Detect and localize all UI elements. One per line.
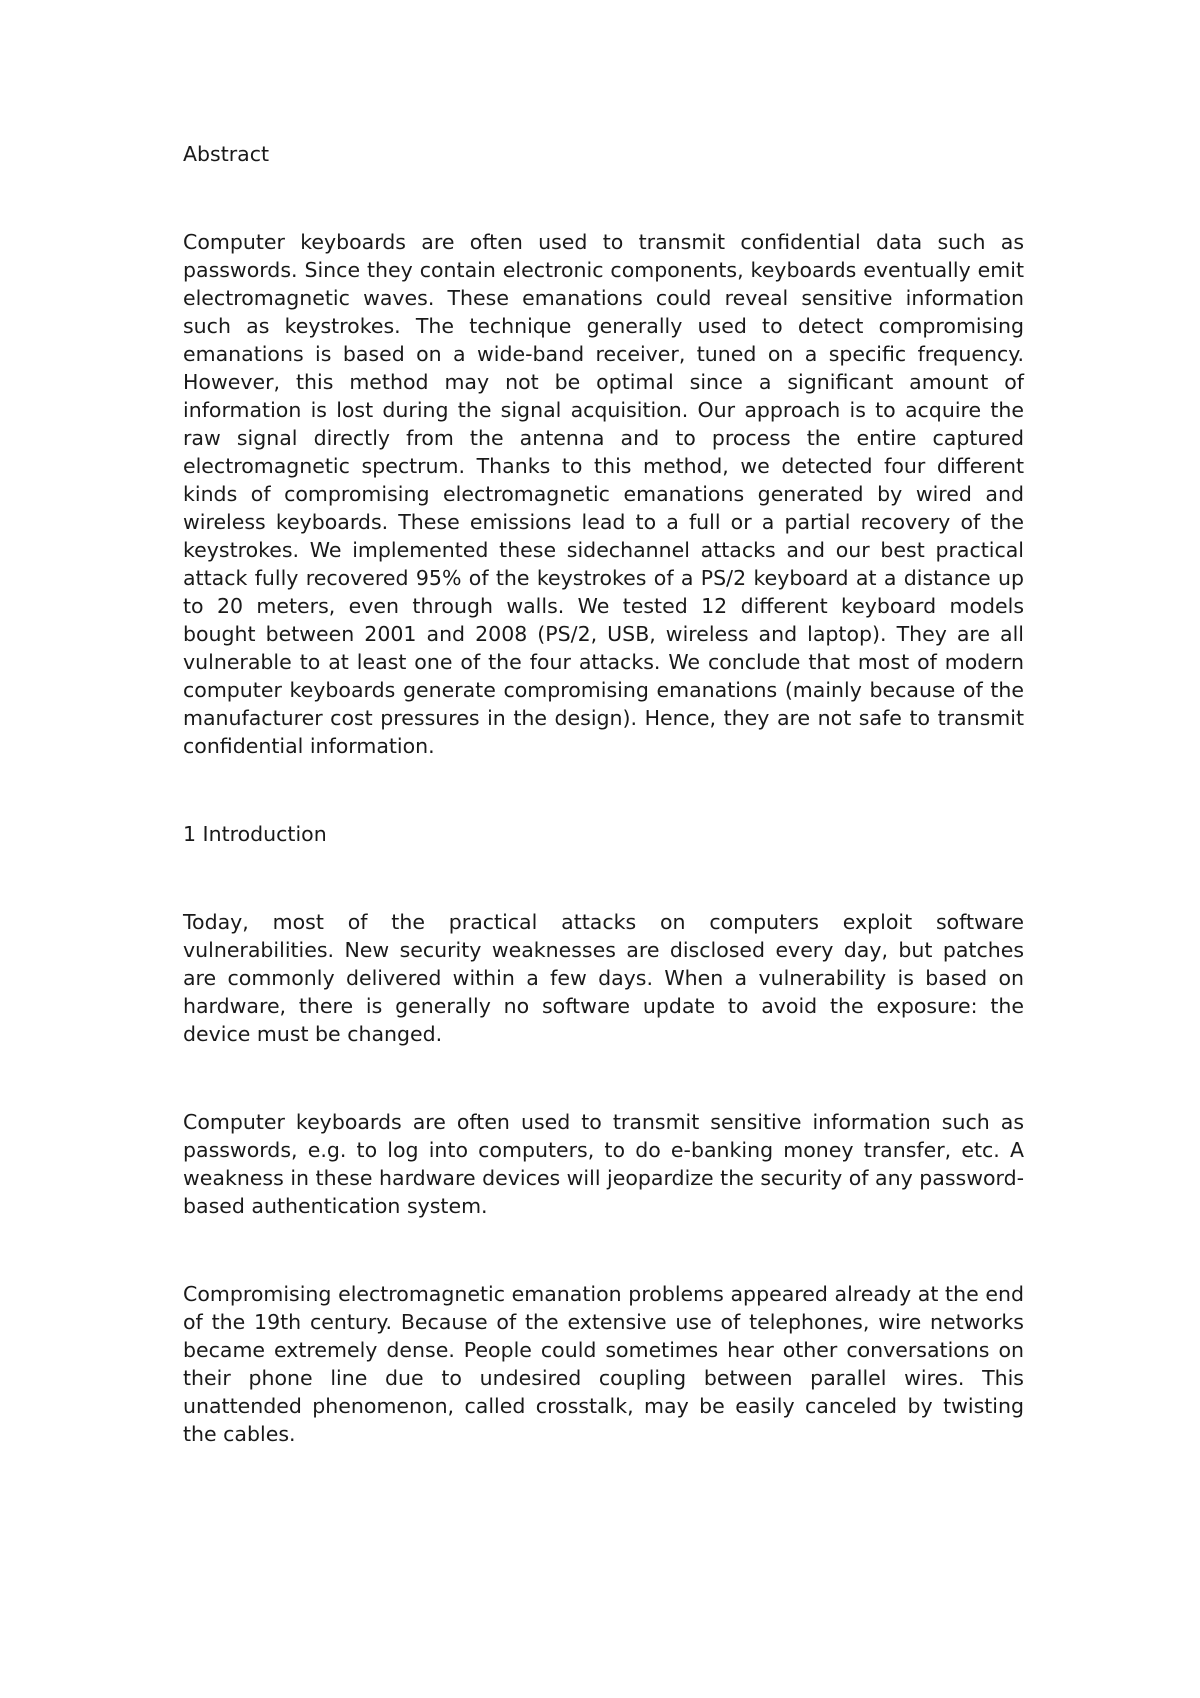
spacer — [183, 168, 1024, 228]
spacer — [183, 1220, 1024, 1280]
spacer — [183, 1048, 1024, 1108]
intro-paragraph-1: Today, most of the practical attacks on computers exploit software vulnerabilities. New security weaknesses are disclosed every day, but patches are commonly delivered within a few days. When a vulnerability is based on hardware, there is generally no software update to avoid the exposure: the device must be changed. — [183, 910, 1024, 1046]
spacer — [183, 848, 1024, 908]
introduction-heading: 1 Introduction — [183, 822, 327, 846]
abstract-paragraph: Computer keyboards are often used to transmit confidential data such as passwords. Since they contain electronic components, keyboards eventually emit electromagnetic waves. These emanations could reveal sensitive information such as keystrokes. The technique generally used to detect compromising emanations is based on a wide-band receiver, tuned on a specific frequency. However, this method may not be optimal since a significant amount of information is lost during the signal acquisition. Our approach is to acquire the raw signal directly from the antenna and to process the entire captured electromagnetic spectrum. Thanks to this method, we detected four different kinds of compromising electromagnetic emanations generated by wired and wireless keyboards. These emissions lead to a full or a partial recovery of the keystrokes. We implemented these sidechannel attacks and our best practical attack fully recovered 95% of the keystrokes of a PS/2 keyboard at a distance up to 20 meters, even through walls. We tested 12 different keyboard models bought between 2001 and 2008 (PS/2, USB, wireless and laptop). They are all vulnerable to at least one of the four attacks. We conclude that most of modern computer keyboards generate compromising emanations (mainly because of the manufacturer cost pressures in the design). Hence, they are not safe to transmit confidential information. — [183, 230, 1024, 758]
spacer — [183, 760, 1024, 820]
intro-paragraph-3: Compromising electromagnetic emanation problems appeared already at the end of the 19th century. Because of the extensive use of telephones, wire networks became extremely dense. People could sometimes hear other conversations on their phone line due to undesired coupling between parallel wires. This unattended phenomenon, called crosstalk, may be easily canceled by twisting the cables. — [183, 1282, 1024, 1446]
document-body — [183, 140, 1024, 1448]
abstract-heading: Abstract — [183, 142, 270, 166]
intro-paragraph-2: Computer keyboards are often used to transmit sensitive information such as passwords, e.g. to log into computers, to do e-banking money transfer, etc. A weakness in these hardware devices will jeopardize the security of any password-based authentication system. — [183, 1110, 1024, 1218]
